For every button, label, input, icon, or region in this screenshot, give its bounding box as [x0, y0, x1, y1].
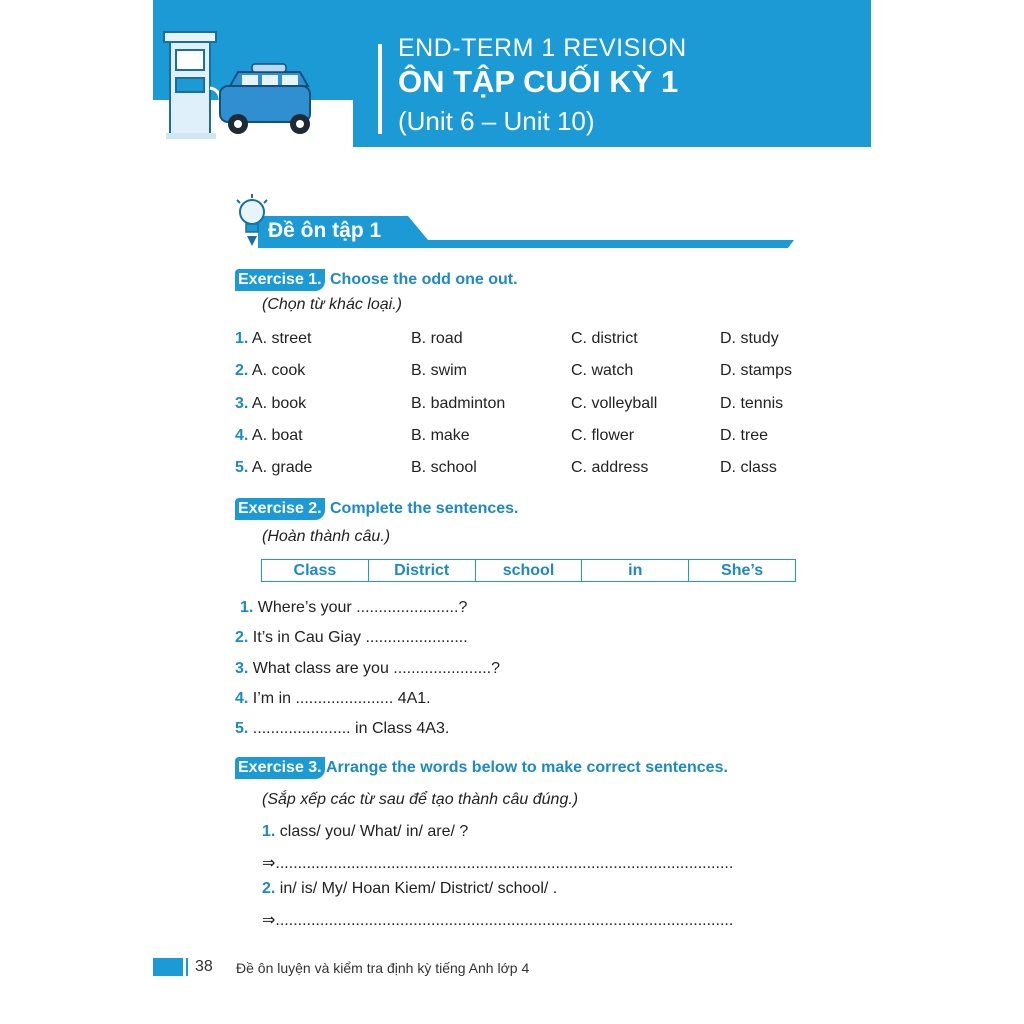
- option-c: C. district: [571, 330, 638, 347]
- footer-accent: [153, 958, 183, 976]
- list-item: 3. What class are you ......................?: [235, 660, 500, 677]
- exercise-3-tag: Exercise 3.: [235, 757, 325, 779]
- gas-station-car-illustration-icon: [160, 28, 335, 140]
- footer-divider: [186, 958, 188, 976]
- answer-line: ⇒.......................................................................................................: [262, 855, 734, 872]
- option-c: C. watch: [571, 362, 634, 379]
- word-bank-cell: District: [369, 560, 476, 581]
- list-item: 3. A. book: [235, 395, 307, 412]
- exercise-1-tag: Exercise 1.: [235, 269, 325, 291]
- option-b: B. school: [411, 459, 477, 476]
- option-b: B. badminton: [411, 395, 506, 412]
- exercise-1-title: Choose the odd one out.: [330, 271, 518, 288]
- exercise-2-title: Complete the sentences.: [330, 500, 519, 517]
- exercise-2-vn: (Hoàn thành câu.): [262, 528, 391, 545]
- option-b: B. swim: [411, 362, 467, 379]
- banner-title-vn: ÔN TẬP CUỐI KỲ 1: [398, 64, 679, 99]
- exercise-2-tag: Exercise 2.: [235, 498, 325, 520]
- option-d: D. tennis: [720, 395, 784, 412]
- exercise-3-title: Arrange the words below to make correct sentences.: [326, 759, 728, 776]
- book-title: Đề ôn luyện và kiểm tra định kỳ tiếng Anh lớp 4: [236, 960, 530, 976]
- lightbulb-icon: [232, 194, 272, 248]
- list-item: 4. A. boat: [235, 427, 303, 444]
- option-b: B. make: [411, 427, 470, 444]
- option-c: C. volleyball: [571, 395, 658, 412]
- option-c: C. address: [571, 459, 649, 476]
- option-d: D. stamps: [720, 362, 793, 379]
- list-item: 2. It’s in Cau Giay .......................: [235, 629, 468, 646]
- word-bank-cell: She’s: [721, 562, 764, 579]
- list-item: 5. A. grade: [235, 459, 313, 476]
- list-item: 1. Where’s your .......................?: [240, 599, 468, 616]
- answer-line: ⇒.......................................................................................................: [262, 912, 734, 929]
- page-number: 38: [195, 958, 213, 975]
- list-item: 4. I’m in ...................... 4A1.: [235, 690, 431, 707]
- option-d: D. class: [720, 459, 777, 476]
- section-title: Đề ôn tập 1: [268, 219, 382, 242]
- list-item: 1. class/ you/ What/ in/ are/ ?: [262, 823, 469, 840]
- option-c: C. flower: [571, 427, 635, 444]
- option-d: D. study: [720, 330, 779, 347]
- exercise-1-vn: (Chọn từ khác loại.): [262, 296, 402, 313]
- list-item: 2. in/ is/ My/ Hoan Kiem/ District/ school/ .: [262, 880, 558, 897]
- list-item: 5. ...................... in Class 4A3.: [235, 720, 450, 737]
- option-b: B. road: [411, 330, 463, 347]
- word-bank-cell: Class: [262, 560, 369, 581]
- banner-unit-range: (Unit 6 – Unit 10): [398, 106, 595, 136]
- list-item: 2. A. cook: [235, 362, 306, 379]
- word-bank-cell: in: [582, 560, 689, 581]
- list-item: 1. A. street: [235, 330, 312, 347]
- banner-title-en: END-TERM 1 REVISION: [398, 34, 687, 62]
- exercise-3-vn: (Sắp xếp các từ sau để tạo thành câu đúng.): [262, 791, 579, 808]
- banner-divider: [378, 44, 382, 134]
- word-bank-cell: school: [476, 560, 583, 581]
- option-d: D. tree: [720, 427, 769, 444]
- word-bank: [261, 559, 796, 582]
